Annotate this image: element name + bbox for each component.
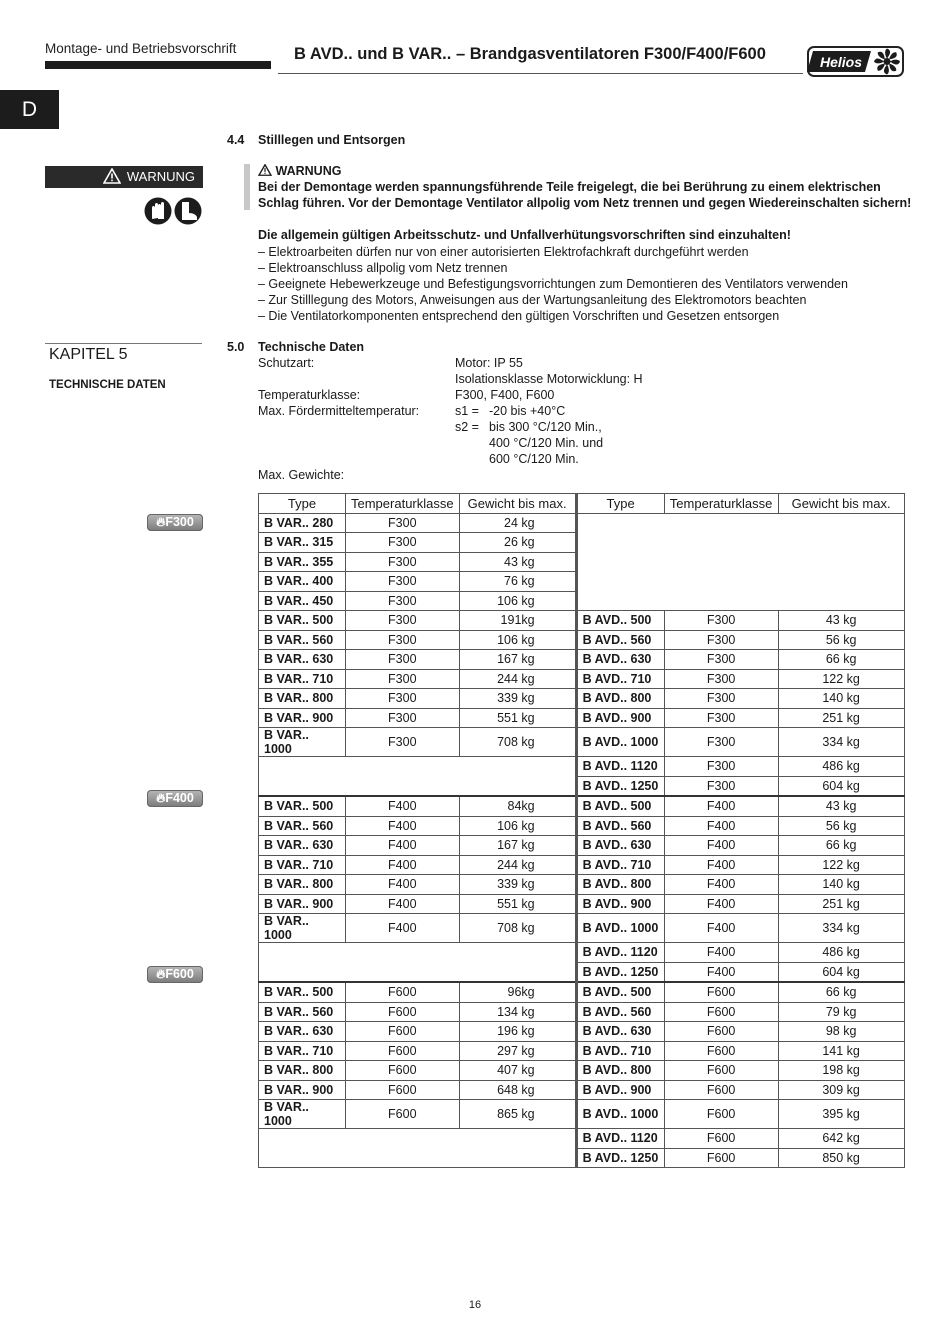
weight-cell: 134 kg — [459, 1002, 576, 1022]
section-number: 4.4 — [227, 133, 245, 147]
temp-class-cell: F400 — [346, 796, 460, 816]
weight-cell: 66 kg — [778, 650, 904, 670]
weight-cell: 244 kg — [459, 669, 576, 689]
temp-class-cell: F600 — [346, 1022, 460, 1042]
page-number: 16 — [468, 1299, 482, 1311]
table-row — [259, 669, 905, 689]
weight-cell: 43 kg — [459, 552, 576, 572]
weight-cell: 106 kg — [459, 816, 576, 836]
type-cell: B VAR.. 630 — [259, 1022, 346, 1042]
temp-class-cell: F400 — [664, 796, 778, 816]
table-row — [259, 630, 905, 650]
type-cell: B AVD.. 900 — [576, 1080, 664, 1100]
weight-cell: 486 kg — [778, 757, 904, 777]
list-item: – Elektroarbeiten dürfen nur von einer autorisierten Elektrofachkraft durchgeführt werden — [258, 245, 749, 259]
type-cell: B AVD.. 710 — [576, 855, 664, 875]
weight-cell: 98 kg — [778, 1022, 904, 1042]
temp-class-cell: F400 — [664, 943, 778, 963]
temp-class-cell: F600 — [664, 1022, 778, 1042]
empty-cell — [259, 943, 577, 983]
table-row — [259, 708, 905, 728]
spec-value: 600 °C/120 Min. — [489, 452, 579, 466]
type-cell: B VAR.. 800 — [259, 1061, 346, 1081]
weight-cell: 334 kg — [778, 728, 904, 757]
spec-label: Max. Fördermitteltemperatur: — [258, 404, 420, 418]
type-cell: B VAR.. 710 — [259, 669, 346, 689]
weight-cell: 309 kg — [778, 1080, 904, 1100]
type-cell: B VAR.. 1000 — [259, 1100, 346, 1129]
temp-class-cell: F400 — [346, 816, 460, 836]
table-row — [259, 1002, 905, 1022]
type-cell: B VAR.. 450 — [259, 591, 346, 611]
column-header: Type — [259, 494, 346, 514]
temp-class-cell: F300 — [664, 611, 778, 631]
table-row — [259, 689, 905, 709]
type-cell: B VAR.. 900 — [259, 894, 346, 914]
weight-cell: 167 kg — [459, 650, 576, 670]
type-cell: B AVD.. 800 — [576, 689, 664, 709]
weight-cell: 604 kg — [778, 776, 904, 796]
table-row — [259, 943, 905, 963]
weight-cell: 140 kg — [778, 689, 904, 709]
temp-class-cell: F300 — [346, 650, 460, 670]
weight-cell: 43 kg — [778, 796, 904, 816]
temp-class-cell: F300 — [664, 776, 778, 796]
table-row — [259, 982, 905, 1002]
weight-cell: 297 kg — [459, 1041, 576, 1061]
weights-table — [258, 493, 905, 1168]
temp-class-cell: F300 — [346, 513, 460, 533]
warning-heading: WARNUNG — [258, 164, 341, 178]
weight-cell: 96kg — [459, 982, 576, 1002]
rules-heading: Die allgemein gültigen Arbeitsschutz- und Unfallverhütungsvorschriften sind einzuhalten! — [258, 228, 791, 242]
gloves-icon — [145, 198, 172, 225]
warning-badge — [45, 166, 203, 188]
section-title: Stilllegen und Entsorgen — [258, 133, 406, 147]
table-row — [259, 513, 905, 533]
temp-class-cell: F600 — [346, 982, 460, 1002]
table-row — [259, 1061, 905, 1081]
type-cell: B VAR.. 1000 — [259, 914, 346, 943]
temp-class-cell: F300 — [664, 669, 778, 689]
type-cell: B VAR.. 900 — [259, 1080, 346, 1100]
weight-cell: 66 kg — [778, 836, 904, 856]
section-title: Technische Daten — [258, 340, 365, 354]
temp-class-cell: F300 — [664, 757, 778, 777]
disposal-list — [258, 244, 848, 324]
spec-value: bis 300 °C/120 Min., — [489, 420, 602, 434]
temp-class-cell: F600 — [664, 1129, 778, 1149]
weight-cell: 191kg — [459, 611, 576, 631]
table-row — [259, 1080, 905, 1100]
warning-stripe — [244, 164, 250, 210]
temp-class-cell: F600 — [346, 1002, 460, 1022]
weight-cell: 106 kg — [459, 630, 576, 650]
type-cell: B VAR.. 1000 — [259, 728, 346, 757]
type-cell: B VAR.. 355 — [259, 552, 346, 572]
temp-class-cell: F400 — [664, 875, 778, 895]
type-cell: B AVD.. 630 — [576, 836, 664, 856]
helios-logo — [807, 46, 904, 77]
column-header: Temperaturklasse — [664, 494, 778, 514]
type-cell: B VAR.. 710 — [259, 855, 346, 875]
weight-cell: 140 kg — [778, 875, 904, 895]
column-header: Temperaturklasse — [346, 494, 460, 514]
type-cell: B VAR.. 900 — [259, 708, 346, 728]
temp-class-cell: F400 — [664, 855, 778, 875]
table-row — [259, 816, 905, 836]
temp-class-cell: F300 — [346, 533, 460, 553]
table-row — [259, 1041, 905, 1061]
weight-cell: 244 kg — [459, 855, 576, 875]
type-cell: B AVD.. 1250 — [576, 776, 664, 796]
weight-cell: 486 kg — [778, 943, 904, 963]
type-cell: B VAR.. 710 — [259, 1041, 346, 1061]
list-item: – Zur Stilllegung des Motors, Anweisungen aus der Wartungsanleitung des Elektromotors beachten — [258, 293, 807, 307]
temp-class-cell: F300 — [346, 708, 460, 728]
type-cell: B AVD.. 1120 — [576, 943, 664, 963]
weight-cell: 642 kg — [778, 1129, 904, 1149]
weight-cell: 24 kg — [459, 513, 576, 533]
temp-class-cell: F400 — [664, 836, 778, 856]
type-cell: B AVD.. 500 — [576, 611, 664, 631]
weight-cell: 66 kg — [778, 982, 904, 1002]
weight-cell: 56 kg — [778, 816, 904, 836]
weight-cell: 76 kg — [459, 572, 576, 592]
type-cell: B AVD.. 630 — [576, 650, 664, 670]
table-row — [259, 611, 905, 631]
spec-label: Schutzart: — [258, 356, 315, 370]
weight-cell: 122 kg — [778, 669, 904, 689]
temp-class-cell: F300 — [664, 650, 778, 670]
temp-class-cell: F400 — [346, 914, 460, 943]
table-row — [259, 1100, 905, 1129]
temp-class-cell: F600 — [664, 1002, 778, 1022]
weight-cell: 43 kg — [778, 611, 904, 631]
warning-triangle-icon — [103, 168, 121, 184]
temp-class-cell: F600 — [346, 1100, 460, 1129]
spec-list — [258, 355, 643, 483]
type-cell: B AVD.. 900 — [576, 894, 664, 914]
header-rule — [278, 73, 803, 74]
fire-class-badge-f300: 🔥︎F300 — [147, 514, 203, 531]
temp-class-cell: F600 — [664, 1061, 778, 1081]
weight-cell: 708 kg — [459, 728, 576, 757]
weight-cell: 167 kg — [459, 836, 576, 856]
type-cell: B AVD.. 800 — [576, 1061, 664, 1081]
page-title: B AVD.. und B VAR.. – Brandgasventilatoren F300/F400/F600 — [294, 45, 766, 63]
weight-cell: 551 kg — [459, 894, 576, 914]
temp-class-cell: F400 — [346, 855, 460, 875]
type-cell: B VAR.. 500 — [259, 796, 346, 816]
weight-cell: 334 kg — [778, 914, 904, 943]
warning-text-1: Bei der Demontage werden spannungsführende Teile freigelegt, die bei Berührung zu einem elektrischen — [258, 180, 881, 194]
type-cell: B AVD.. 560 — [576, 630, 664, 650]
temp-class-cell: F300 — [346, 552, 460, 572]
temp-class-cell: F600 — [664, 1148, 778, 1168]
column-header: Gewicht bis max. — [459, 494, 576, 514]
type-cell: B AVD.. 500 — [576, 796, 664, 816]
table-row — [259, 1129, 905, 1149]
type-cell: B AVD.. 1000 — [576, 914, 664, 943]
temp-class-cell: F400 — [346, 894, 460, 914]
list-item: – Geeignete Hebewerkzeuge und Befestigungsvorrichtungen zum Demontieren des Ventilators verwenden — [258, 277, 848, 291]
temp-class-cell: F400 — [664, 816, 778, 836]
weight-cell: 26 kg — [459, 533, 576, 553]
temp-class-cell: F600 — [346, 1080, 460, 1100]
type-cell: B VAR.. 500 — [259, 982, 346, 1002]
weight-cell: 196 kg — [459, 1022, 576, 1042]
weight-cell: 339 kg — [459, 689, 576, 709]
table-row — [259, 796, 905, 816]
chapter-subtitle: TECHNISCHE DATEN — [49, 379, 166, 391]
weight-cell: 56 kg — [778, 630, 904, 650]
safety-boots-icon — [175, 198, 202, 225]
type-cell: B VAR.. 400 — [259, 572, 346, 592]
temp-class-cell: F300 — [346, 669, 460, 689]
weight-cell: 141 kg — [778, 1041, 904, 1061]
weight-cell: 551 kg — [459, 708, 576, 728]
temp-class-cell: F600 — [664, 982, 778, 1002]
spec-label: Temperaturklasse: — [258, 388, 361, 402]
weight-cell: 865 kg — [459, 1100, 576, 1129]
type-cell: B AVD.. 800 — [576, 875, 664, 895]
empty-cell — [576, 513, 904, 611]
spec-value: -20 bis +40°C — [489, 404, 566, 418]
temp-class-cell: F600 — [664, 1041, 778, 1061]
column-header: Type — [576, 494, 664, 514]
type-cell: B AVD.. 560 — [576, 1002, 664, 1022]
temp-class-cell: F300 — [664, 689, 778, 709]
type-cell: B VAR.. 630 — [259, 836, 346, 856]
logo-text: Helios — [819, 54, 863, 70]
spec-value: Motor: IP 55 — [455, 356, 523, 370]
spec-value: 400 °C/120 Min. und — [489, 436, 604, 450]
weight-cell: 339 kg — [459, 875, 576, 895]
temp-class-cell: F400 — [664, 962, 778, 982]
temp-class-cell: F400 — [346, 875, 460, 895]
temp-class-cell: F300 — [664, 728, 778, 757]
temp-class-cell: F300 — [664, 708, 778, 728]
ppe-icons — [144, 196, 204, 229]
type-cell: B VAR.. 800 — [259, 689, 346, 709]
table-row — [259, 855, 905, 875]
list-item: – Elektroanschluss allpolig vom Netz trennen — [258, 261, 508, 275]
weight-cell: 198 kg — [778, 1061, 904, 1081]
weight-cell: 850 kg — [778, 1148, 904, 1168]
weight-cell: 407 kg — [459, 1061, 576, 1081]
table-row — [259, 836, 905, 856]
type-cell: B AVD.. 710 — [576, 1041, 664, 1061]
type-cell: B VAR.. 800 — [259, 875, 346, 895]
flame-icon: 🔥︎ — [156, 967, 166, 981]
temp-class-cell: F600 — [664, 1100, 778, 1129]
weight-cell: 251 kg — [778, 894, 904, 914]
temp-class-cell: F600 — [346, 1061, 460, 1081]
type-cell: B AVD.. 1000 — [576, 728, 664, 757]
type-cell: B VAR.. 630 — [259, 650, 346, 670]
type-cell: B VAR.. 315 — [259, 533, 346, 553]
temp-class-cell: F600 — [664, 1080, 778, 1100]
table-row — [259, 875, 905, 895]
weight-cell: 106 kg — [459, 591, 576, 611]
weight-cell: 251 kg — [778, 708, 904, 728]
type-cell: B AVD.. 500 — [576, 982, 664, 1002]
flame-icon: 🔥︎ — [156, 515, 166, 529]
warning-badge-label: WARNUNG — [126, 169, 195, 184]
type-cell: B VAR.. 560 — [259, 1002, 346, 1022]
type-cell: B AVD.. 1250 — [576, 962, 664, 982]
list-item: – Die Ventilatorkomponenten entsprechend den gültigen Vorschriften und Gesetzen entsorgen — [258, 309, 780, 323]
temp-class-cell: F400 — [664, 914, 778, 943]
empty-cell — [259, 757, 577, 797]
section-number: 5.0 — [227, 340, 245, 354]
spec-prefix: s1 = — [455, 404, 479, 418]
weight-cell: 708 kg — [459, 914, 576, 943]
temp-class-cell: F600 — [346, 1041, 460, 1061]
temp-class-cell: F400 — [664, 894, 778, 914]
table-row — [259, 1022, 905, 1042]
weight-cell: 395 kg — [778, 1100, 904, 1129]
temp-class-cell: F300 — [346, 611, 460, 631]
type-cell: B VAR.. 560 — [259, 816, 346, 836]
weight-cell: 84kg — [459, 796, 576, 816]
table-row — [259, 894, 905, 914]
type-cell: B AVD.. 900 — [576, 708, 664, 728]
chapter-title: KAPITEL 5 — [49, 346, 128, 363]
type-cell: B AVD.. 710 — [576, 669, 664, 689]
weight-cell: 79 kg — [778, 1002, 904, 1022]
fire-class-badge-f600: 🔥︎F600 — [147, 966, 203, 983]
type-cell: B AVD.. 1000 — [576, 1100, 664, 1129]
language-tab: D — [0, 90, 59, 129]
type-cell: B AVD.. 1120 — [576, 1129, 664, 1149]
chapter-rule — [45, 343, 202, 344]
type-cell: B AVD.. 560 — [576, 816, 664, 836]
type-cell: B VAR.. 560 — [259, 630, 346, 650]
table-row — [259, 650, 905, 670]
header-bar — [45, 61, 271, 69]
warning-triangle-icon — [258, 164, 272, 176]
spec-label: Max. Gewichte: — [258, 468, 345, 482]
type-cell: B AVD.. 1120 — [576, 757, 664, 777]
document-type: Montage- und Betriebsvorschrift — [45, 41, 237, 56]
empty-cell — [259, 1129, 577, 1168]
temp-class-cell: F300 — [346, 572, 460, 592]
spec-prefix: s2 = — [455, 420, 479, 434]
table-row — [259, 728, 905, 757]
column-header: Gewicht bis max. — [778, 494, 904, 514]
weight-cell: 604 kg — [778, 962, 904, 982]
spec-value: Isolationsklasse Motorwicklung: H — [455, 372, 643, 386]
type-cell: B AVD.. 630 — [576, 1022, 664, 1042]
type-cell: B VAR.. 280 — [259, 513, 346, 533]
type-cell: B AVD.. 1250 — [576, 1148, 664, 1168]
temp-class-cell: F300 — [664, 630, 778, 650]
temp-class-cell: F300 — [346, 689, 460, 709]
fire-class-badge-f400: 🔥︎F400 — [147, 790, 203, 807]
weight-cell: 648 kg — [459, 1080, 576, 1100]
flame-icon: 🔥︎ — [156, 791, 166, 805]
temp-class-cell: F300 — [346, 591, 460, 611]
temp-class-cell: F300 — [346, 728, 460, 757]
table-row — [259, 757, 905, 777]
table-row — [259, 914, 905, 943]
spec-value: F300, F400, F600 — [455, 388, 555, 402]
temp-class-cell: F400 — [346, 836, 460, 856]
temp-class-cell: F300 — [346, 630, 460, 650]
warning-text-2: Schlag führen. Vor der Demontage Ventilator allpolig vom Netz trennen und gegen Wiedereinschalten sichern! — [258, 196, 912, 210]
type-cell: B VAR.. 500 — [259, 611, 346, 631]
weight-cell: 122 kg — [778, 855, 904, 875]
